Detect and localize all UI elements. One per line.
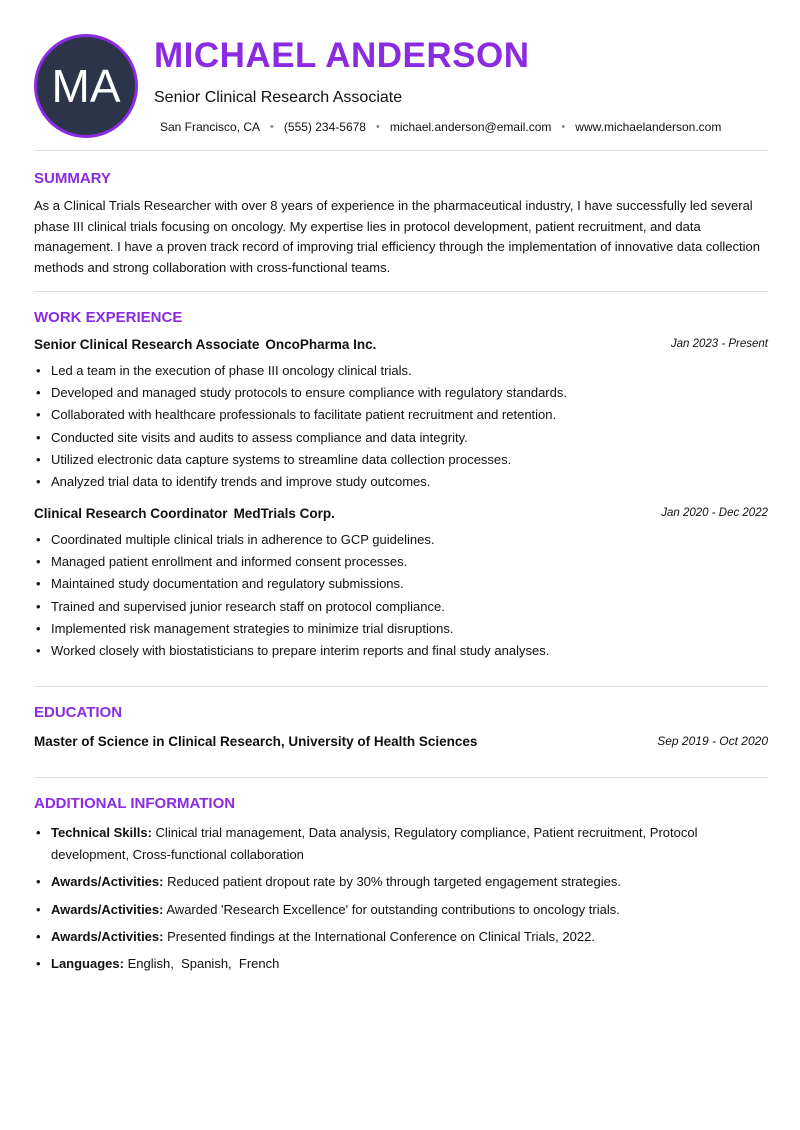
additional-text: Clinical trial management, Data analysis, Regulatory compliance, Patient recruitment, Protocol development, Cross-functional collaboration [51,825,698,863]
job-header [34,506,768,528]
additional-label: Languages: [51,956,124,972]
additional-item [34,871,734,893]
bullet-dot: • [36,825,41,840]
contact-separator: • [561,121,566,133]
bullet-dot: • [36,643,41,659]
bullet-dot: • [36,901,41,917]
education-dates: Sep 2019 - Oct 2020 [657,734,768,748]
contact-website[interactable]: www.michaelanderson.com [575,120,722,134]
education-entry [34,733,768,753]
job-bullet: • Worked closely with biostatisticians to prepare interim reports and final study analyses. [34,640,768,662]
section-divider [34,777,768,778]
bullet-dot: • [36,451,41,467]
job-bullet: • Utilized electronic data capture systems to streamline data collection processes. [34,449,768,471]
candidate-title: Senior Clinical Research Associate [154,89,403,106]
bullet-dot: • [36,576,41,592]
education-heading: EDUCATION [34,704,123,721]
job-bullet: • Implemented risk management strategies to minimize trial disruptions. [34,618,768,640]
bullet-dot: • [36,874,41,890]
contact-separator: • [270,121,274,133]
additional-heading: ADDITIONAL INFORMATION [34,795,236,812]
bullet-dot: • [36,554,41,570]
additional-text: English, Spanish, French [127,956,280,972]
job-dates: Jan 2023 - Present [670,338,768,350]
additional-text: Reduced patient dropout rate by 30% through targeted engagement strategies. [167,874,621,890]
contact-separator: • [375,121,380,133]
section-divider [34,150,768,151]
additional-label: Awards/Activities: [51,928,164,944]
job-company: OncoPharma Inc. [265,337,377,352]
job-company: MedTrials Corp. [233,506,335,521]
job-bullet: • Managed patient enrollment and informed consent processes. [34,551,768,573]
contact-bar [160,120,721,134]
education-degree: Master of Science in Clinical Research, University of Health Sciences [34,734,478,749]
additional-item [34,953,734,975]
contact-phone: (555) 234-5678 [283,120,366,134]
additional-label: Awards/Activities: [51,874,164,890]
avatar-initials: MA [51,60,121,112]
job-bullet: • Analyzed trial data to identify trends and improve study outcomes. [34,471,768,493]
additional-text: Awarded 'Research Excellence' for outstanding contributions to oncology trials. [166,901,620,917]
job-entry [34,337,768,493]
bullet-dot: • [36,385,41,401]
bullet-dot: • [36,620,41,636]
job-header [34,337,768,359]
job-bullets [34,529,768,662]
job-bullet: • Led a team in the execution of phase III oncology clinical trials. [34,360,768,382]
bullet-dot: • [36,598,41,614]
contact-email[interactable]: michael.anderson@email.com [389,120,552,134]
bullet-dot: • [36,532,41,547]
job-bullet: • Collaborated with healthcare professionals to facilitate patient recruitment and retention. [34,404,768,426]
job-bullet: • Conducted site visits and audits to assess compliance and data integrity. [34,427,768,449]
candidate-name: MICHAEL ANDERSON [154,36,530,75]
job-bullet: • Coordinated multiple clinical trials in adherence to GCP guidelines. [34,529,768,551]
section-divider [34,291,768,292]
job-bullet: • Maintained study documentation and regulatory submissions. [34,573,768,595]
bullet-dot: • [36,928,41,944]
additional-item [34,822,734,866]
job-role: Senior Clinical Research Associate [34,337,260,352]
bullet-dot: • [36,363,41,378]
additional-label: Awards/Activities: [51,901,164,917]
bullet-dot: • [36,429,41,445]
bullet-dot: • [36,407,41,423]
section-divider [34,686,768,687]
job-entry [34,506,768,662]
job-role: Clinical Research Coordinator [34,506,228,521]
additional-text: Presented findings at the International Conference on Clinical Trials, 2022. [167,928,595,944]
bullet-dot: • [36,474,41,490]
job-bullets [34,360,768,493]
job-dates: Jan 2020 - Dec 2022 [661,507,768,519]
job-bullet: • Developed and managed study protocols to ensure compliance with regulatory standards. [34,382,768,404]
job-bullet: • Trained and supervised junior research staff on protocol compliance. [34,596,768,618]
contact-location: San Francisco, CA [160,120,261,134]
additional-item [34,926,734,948]
additional-list [34,822,734,980]
additional-label: Technical Skills: [51,825,152,840]
experience-heading: WORK EXPERIENCE [34,309,183,326]
summary-text: As a Clinical Trials Researcher with over 8 years of experience in the pharmaceutical industry, I have successfully led several phase III clinical trials focusing on oncology. My expertise lies in protocol development, patient recruitment, and data management. I have a proven track record of improving trial efficiency through the implementation of innovative data collection methods and strong collaboration with cross-functional teams. [34,198,760,275]
bullet-dot: • [36,956,41,972]
summary-heading: SUMMARY [34,170,111,187]
additional-item [34,899,734,921]
avatar [34,34,138,138]
